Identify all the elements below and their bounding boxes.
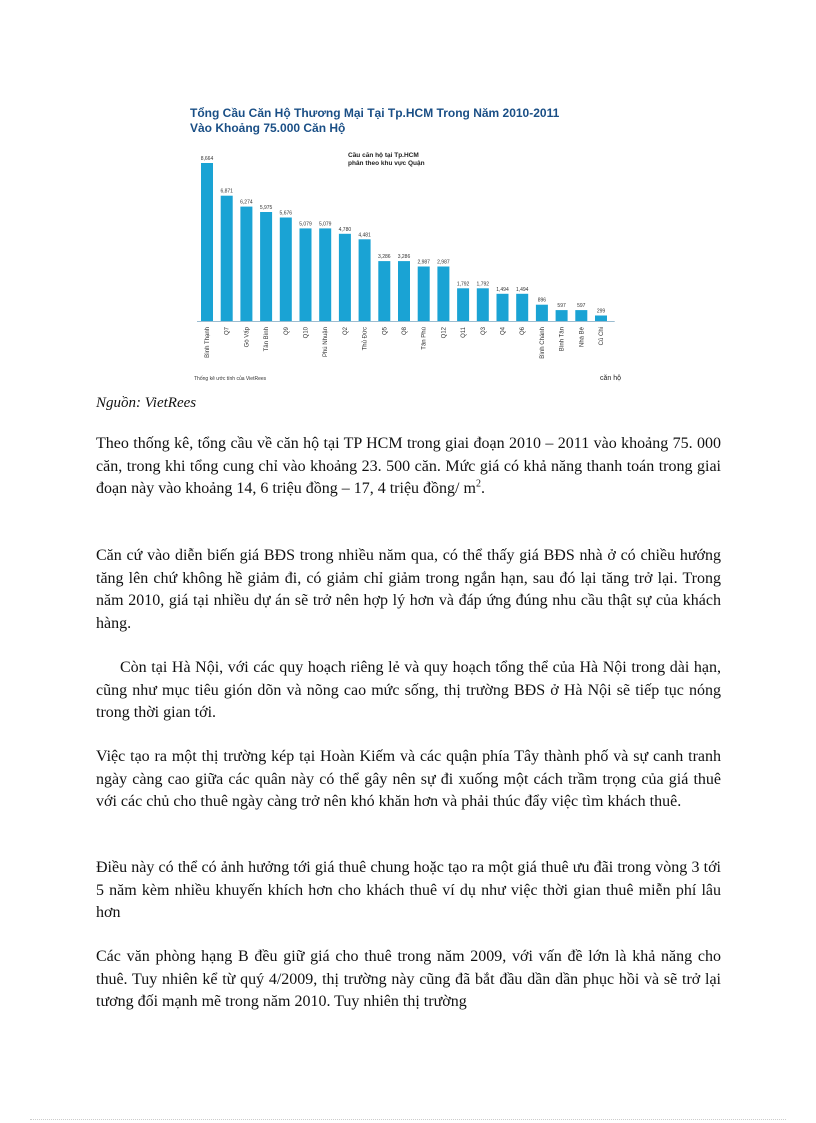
category-label-6: Phú Nhuận [323,327,330,358]
category-label-11: Tân Phú [421,327,428,350]
category-label-4: Q9 [283,327,290,336]
bar-value-label-11: 2,987 [417,259,430,266]
bar-value-label-0: 8,664 [200,156,214,162]
bar-value-label-6: 5,079 [318,221,332,228]
paragraph-1-text: Theo thống kê, tổng cầu về căn hộ tại TP HCM trong giai đoạn 2010 – 2011 vào khoảng 75. 000 căn, trong khi tổng cung chỉ vào khoảng 23. 500 căn. Mức giá có khả năng thanh toán trong giai đoạn này vào khoảng 14, 6 triệu đồng – 17, 4 triệu đồng/ m [96,435,721,497]
category-label-10: Q8 [402,327,408,336]
figure-caption: Nguồn: VietRees [96,395,197,411]
bar-value-label-16: 1,494 [515,286,529,293]
category-label-16: Q6 [520,327,527,336]
bar-1 [221,196,233,321]
bar-value-label-18: 597 [557,303,566,310]
bar-value-label-14: 1,792 [476,281,490,288]
chart-inner-title-line-1: Cầu căn hộ tại Tp.HCM [348,152,419,159]
paragraph-6: Các văn phòng hạng B đều giữ giá cho thuê trong năm 2009, với vấn đề lớn là khả năng cho thuê. Tuy nhiên kể từ quý 4/2009, thị trường này cũng đã bắt đầu dần dần phục hồi và sẽ trở lại tương đối mạnh mẽ trong năm 2010. Tuy nhiên thị trường [96,948,721,1010]
bar-6 [319,228,331,321]
bar-value-label-15: 1,494 [496,286,509,293]
chart-source-note: Thống kê ước tính của VietRees [194,376,267,382]
bar-value-label-20: 299 [596,308,606,315]
bar-value-label-1: 6,871 [220,188,233,195]
bar-value-label-9: 3,286 [378,254,391,261]
paragraph-5: Điều này có thể có ảnh hưởng tới giá thuê chung hoặc tạo ra một giá thuê ưu đãi trong vòng 3 tới 5 năm kèm nhiều khuyến khích hơn cho khách thuê ví dụ như việc thời gian thuê miễn phí lâu hơn [96,859,721,921]
chart-unit-label: căn hộ [600,375,622,382]
bar-9 [378,261,390,321]
bar-15 [497,294,509,321]
category-label-18: Bình Tân [559,327,566,352]
chart-title-line-2: Vào Khoảng 75.000 Căn Hộ [190,121,346,135]
bar-value-label-17: 896 [537,297,547,304]
bar-16 [516,294,528,321]
bar-4 [280,218,292,322]
paragraph-4: Việc tạo ra một thị trường kép tại Hoàn Kiếm và các quận phía Tây thành phố và sự canh tranh ngày càng cao giữa các quân này có thể gây nên sự đi xuống một cách trầm trọng của giá thuê với các chủ cho thuê ngày càng trở nên khó khăn hơn và phải thúc đẩy việc tìm khách thuê. [96,748,721,810]
chart-inner-title-line-2: phân theo khu vực Quận [348,160,425,167]
bar-value-label-19: 597 [577,303,586,310]
bar-8 [359,239,371,321]
chart-inner-title [348,152,468,168]
category-label-7: Q2 [342,327,349,336]
bar-value-label-7: 4,780 [338,226,352,233]
category-label-14: Q3 [480,327,487,336]
bar-value-label-12: 2,987 [437,259,450,266]
bar-value-label-13: 1,792 [456,281,470,288]
category-label-9: Q5 [382,327,389,336]
bar-5 [300,228,312,321]
category-label-8: Thủ Đức [362,327,369,351]
demand-bar-chart [190,100,640,395]
category-label-2: Gò Vấp [244,327,251,348]
bar-17 [536,305,548,321]
bar-7 [339,234,351,321]
bar-12 [437,267,449,322]
paragraph-1-end: . [480,480,485,497]
category-label-0: Bình Thạnh [205,327,211,358]
category-label-17: Bình Chánh [539,327,546,359]
bar-10 [398,261,410,321]
superscript-2: 2 [475,478,481,490]
chart-plot [190,100,640,395]
category-label-15: Q4 [500,327,507,336]
bar-3 [260,212,272,321]
category-label-1: Q7 [224,327,231,336]
page-bottom-border [30,1119,786,1120]
bar-value-label-8: 4,481 [358,232,371,239]
bar-2 [240,207,252,321]
paragraph-3: Còn tại Hà Nội, với các quy hoạch riêng lẻ và quy hoạch tổng thể của Hà Nội trong dài hạn, cũng như mục tiêu gión dõn và nõng cao mức sống, thị trường BĐS ở Hà Nội sẽ tiếp tục nóng trong thời gian tới. [96,659,721,721]
paragraph-2: Căn cứ vào diễn biến giá BĐS trong nhiều năm qua, có thể thấy giá BĐS nhà ở có chiều hướng tăng lên chứ không hề giảm đi, có giảm chỉ giảm trong ngắn hạn, sau đó lại tăng trở lại. Trong năm 2010, giá tại nhiều dự án sẽ trở nên hợp lý hơn và đáp ứng đúng nhu cầu thật sự của khách hàng. [96,547,721,632]
chart-title-line-1: Tổng Cầu Căn Hộ Thương Mại Tại Tp.HCM Trong Năm 2010-2011 [190,106,560,120]
bar-20 [595,316,607,322]
bar-value-label-2: 6,274 [240,199,253,206]
category-label-19: Nhà Bè [579,327,586,348]
bar-value-label-10: 3,286 [397,254,411,261]
category-label-13: Q11 [461,327,468,338]
bar-value-label-4: 5,676 [279,210,293,217]
paragraph-1 [96,433,721,501]
bar-11 [418,267,430,322]
bar-13 [457,288,469,321]
bar-value-label-5: 5,079 [299,221,312,228]
category-label-12: Q12 [441,327,448,339]
bar-value-label-3: 5,975 [259,205,273,211]
bar-18 [556,310,568,321]
bar-14 [477,288,489,321]
category-label-3: Tân Bình [264,327,271,352]
bar-19 [575,310,587,321]
category-label-20: Củ Chi [599,327,605,346]
bar-0 [201,163,213,321]
category-label-5: Q10 [303,327,310,339]
